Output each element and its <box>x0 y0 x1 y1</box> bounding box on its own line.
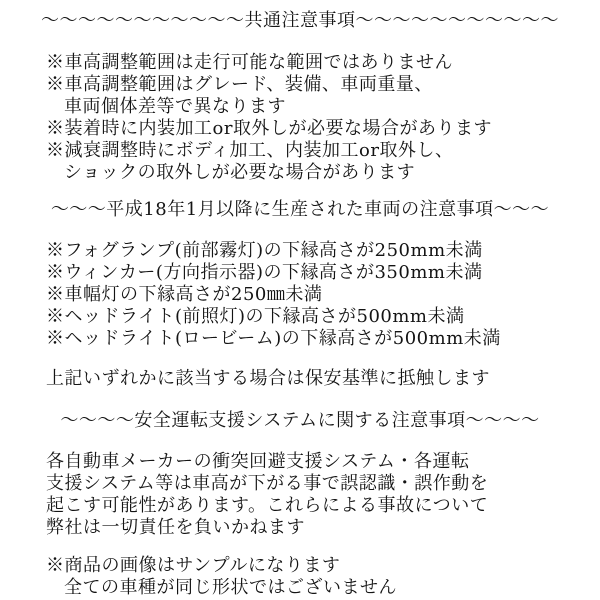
common-note-grade-equipment: ※車高調整範囲はグレード、装備、車両重量、 <box>46 74 433 95</box>
heisei18-note-turn-signal: ※ウィンカー(方向指示器)の下縁高さが350mm未満 <box>46 262 483 283</box>
common-note-grade-equipment-cont: 車両個体差等で異なります <box>64 96 286 117</box>
common-note-damping-adjust: ※減衰調整時にボディ加工、内装加工or取外し、 <box>46 140 454 161</box>
safety-system-paragraph-line-4: 弊社は一切責任を負いかねます <box>46 517 305 538</box>
heisei18-note-headlight: ※ヘッドライト(前照灯)の下縁高さが500mm未満 <box>46 306 465 327</box>
sample-image-note-cont: 全ての車種が同じ形状ではございません <box>64 577 397 598</box>
common-note-damping-adjust-cont: ショックの取外しが必要な場合があります <box>64 162 416 183</box>
common-note-interior-work: ※装着時に内装加工or取外しが必要な場合があります <box>46 118 492 139</box>
safety-system-paragraph-line-1: 各自動車メーカーの衝突回避支援システム・各運転 <box>46 451 470 472</box>
heisei18-note-lowbeam: ※ヘッドライト(ロービーム)の下縁高さが500mm未満 <box>46 328 501 349</box>
heisei18-notes-heading: ～～～平成18年1月以降に生産された車両の注意事項～～～ <box>50 199 550 220</box>
heisei18-notes-conclusion: 上記いずれかに該当する場合は保安基準に抵触します <box>46 368 490 389</box>
heisei18-note-side-marker: ※車幅灯の下縁高さが250㎜未満 <box>46 284 323 305</box>
sample-image-note: ※商品の画像はサンプルになります <box>46 555 341 576</box>
heisei18-note-foglamp: ※フォグランプ(前部霧灯)の下縁高さが250mm未満 <box>46 240 483 261</box>
common-note-ride-height-range: ※車高調整範囲は走行可能な範囲ではありません <box>46 52 453 73</box>
safety-system-paragraph-line-3: 起こす可能性があります。これらによる事故について <box>46 495 489 516</box>
safety-system-notes-heading: ～～～～安全運転支援システムに関する注意事項～～～～ <box>60 410 540 431</box>
common-notes-heading: ～～～～～～～～～～～共通注意事項～～～～～～～～～～～ <box>41 10 559 31</box>
safety-system-paragraph-line-2: 支援システム等は車高が下がる事で誤認識・誤作動を <box>46 473 489 494</box>
